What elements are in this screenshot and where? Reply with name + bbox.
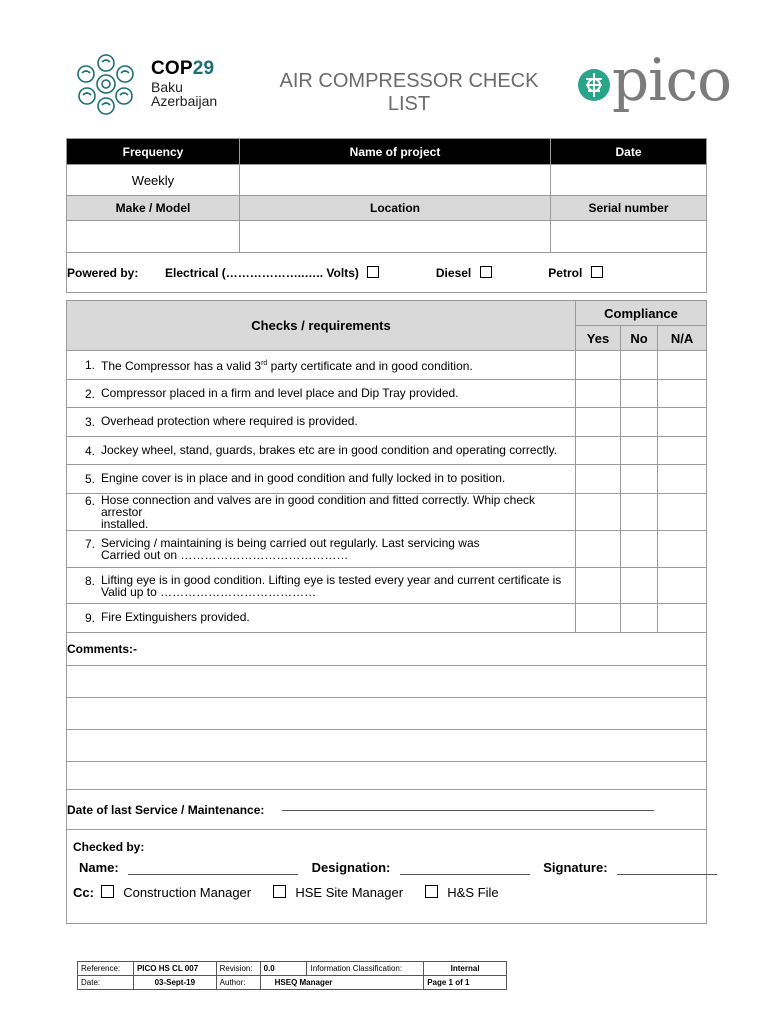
classification-value: Internal [424, 962, 507, 976]
table-row [67, 351, 707, 380]
date-value: 03-Sept-19 [133, 976, 216, 990]
document-title: AIR COMPRESSOR CHECK LIST [279, 70, 539, 115]
info-table [66, 138, 707, 293]
no-cell[interactable] [621, 568, 658, 604]
check-item-3: 3. Overhead protection where required is provided. [67, 408, 576, 437]
no-cell[interactable] [621, 531, 658, 568]
last-service-field[interactable] [282, 809, 654, 811]
construction-manager-checkbox[interactable] [101, 885, 114, 898]
signature-label: Signature: [543, 860, 608, 875]
comment-line[interactable] [67, 730, 707, 762]
comments-label: Comments:- [67, 633, 707, 666]
yes-cell[interactable] [576, 568, 621, 604]
table-row [67, 408, 707, 437]
no-header: No [621, 326, 658, 351]
check-item-7: 7. Servicing / maintaining is being carried out regularly. Last servicing was Carried out on …………………………………… [67, 531, 576, 568]
na-cell[interactable] [658, 351, 707, 380]
frequency-header: Frequency [67, 139, 240, 165]
classification-label: Information Classification: [307, 962, 424, 976]
check-item-6: 6. Hose connection and valves are in good condition and fitted correctly. Whip check arrestor installed. [67, 494, 576, 531]
author-value: HSEQ Manager [260, 976, 424, 990]
author-label: Author: [216, 976, 260, 990]
yes-cell[interactable] [576, 351, 621, 380]
yes-cell[interactable] [576, 604, 621, 633]
electrical-checkbox[interactable] [367, 266, 379, 278]
diesel-label: Diesel [435, 265, 472, 280]
location-field[interactable] [240, 221, 551, 253]
serial-number-field[interactable] [551, 221, 707, 253]
na-header: N/A [658, 326, 707, 351]
serial-number-header: Serial number [551, 196, 707, 221]
na-cell[interactable] [658, 380, 707, 408]
yes-header: Yes [576, 326, 621, 351]
location-header: Location [240, 196, 551, 221]
last-service-label: Date of last Service / Maintenance: [67, 802, 265, 817]
no-cell[interactable] [621, 351, 658, 380]
construction-manager-label: Construction Manager [123, 885, 252, 900]
page-number: Page 1 of 1 [424, 976, 507, 990]
yes-cell[interactable] [576, 380, 621, 408]
cop29-location: Baku Azerbaijan [151, 79, 218, 109]
na-cell[interactable] [658, 408, 707, 437]
checked-by-section [67, 830, 707, 924]
checked-by-label: Checked by: [73, 840, 145, 854]
powered-by-label: Powered by: [67, 265, 139, 280]
comment-line[interactable] [67, 762, 707, 790]
no-cell[interactable] [621, 465, 658, 494]
table-row [67, 568, 707, 604]
reference-label: Reference: [78, 962, 134, 976]
date-header: Date [551, 139, 707, 165]
make-model-header: Make / Model [67, 196, 240, 221]
table-row [67, 494, 707, 531]
no-cell[interactable] [621, 408, 658, 437]
petrol-label: Petrol [548, 265, 583, 280]
electrical-label: Electrical (………………..….. Volts) [165, 265, 359, 280]
date-label: Date: [78, 976, 134, 990]
checklist-table [66, 300, 707, 924]
project-name-field[interactable] [240, 165, 551, 196]
table-row [67, 465, 707, 494]
compliance-header: Compliance [576, 301, 707, 326]
hse-site-manager-label: HSE Site Manager [295, 885, 404, 900]
na-cell[interactable] [658, 437, 707, 465]
check-item-2: 2. Compressor placed in a firm and level place and Dip Tray provided. [67, 380, 576, 408]
document-control-table [77, 961, 507, 990]
name-label: Name: [79, 860, 119, 875]
na-cell[interactable] [658, 568, 707, 604]
check-item-9: 9. Fire Extinguishers provided. [67, 604, 576, 633]
make-model-field[interactable] [67, 221, 240, 253]
table-row [67, 380, 707, 408]
last-service-row [67, 790, 707, 830]
na-cell[interactable] [658, 531, 707, 568]
signature-field[interactable] [617, 860, 717, 875]
project-name-header: Name of project [240, 139, 551, 165]
petrol-checkbox[interactable] [591, 266, 603, 278]
yes-cell[interactable] [576, 437, 621, 465]
cop29-emblem-icon [72, 52, 140, 116]
no-cell[interactable] [621, 437, 658, 465]
no-cell[interactable] [621, 604, 658, 633]
revision-label: Revision: [216, 962, 260, 976]
yes-cell[interactable] [576, 531, 621, 568]
no-cell[interactable] [621, 380, 658, 408]
pico-logo-text: pico [612, 46, 732, 114]
cc-label: Cc: [73, 885, 94, 900]
check-item-1: 1. The Compressor has a valid 3rd party certificate and in good condition. [67, 351, 576, 380]
check-item-8: 8. Lifting eye is in good condition. Lifting eye is tested every year and current certificate is Valid up to ………………………………… [67, 568, 576, 604]
powered-by-row [67, 253, 707, 293]
no-cell[interactable] [621, 494, 658, 531]
diesel-checkbox[interactable] [480, 266, 492, 278]
yes-cell[interactable] [576, 465, 621, 494]
comment-line[interactable] [67, 698, 707, 730]
hs-file-checkbox[interactable] [425, 885, 438, 898]
checks-header: Checks / requirements [67, 301, 576, 351]
name-field[interactable] [128, 860, 298, 875]
revision-value: 0.0 [260, 962, 307, 976]
check-item-4: 4. Jockey wheel, stand, guards, brakes etc are in good condition and operating correctly. [67, 437, 576, 465]
reference-value: PICO HS CL 007 [133, 962, 216, 976]
designation-label: Designation: [311, 860, 391, 875]
na-cell[interactable] [658, 494, 707, 531]
designation-field[interactable] [400, 860, 530, 875]
check-item-5: 5. Engine cover is in place and in good condition and fully locked in to position. [67, 465, 576, 494]
table-row [67, 437, 707, 465]
date-field[interactable] [551, 165, 707, 196]
frequency-value: Weekly [67, 165, 240, 196]
yes-cell[interactable] [576, 408, 621, 437]
table-row [67, 604, 707, 633]
cop29-name: COP29 [151, 58, 215, 79]
na-cell[interactable] [658, 604, 707, 633]
na-cell[interactable] [658, 465, 707, 494]
table-row [67, 531, 707, 568]
yes-cell[interactable] [576, 494, 621, 531]
hs-file-label: H&S File [447, 885, 499, 900]
pico-logo-mark-icon [577, 67, 611, 103]
hse-site-manager-checkbox[interactable] [273, 885, 286, 898]
comment-line[interactable] [67, 666, 707, 698]
